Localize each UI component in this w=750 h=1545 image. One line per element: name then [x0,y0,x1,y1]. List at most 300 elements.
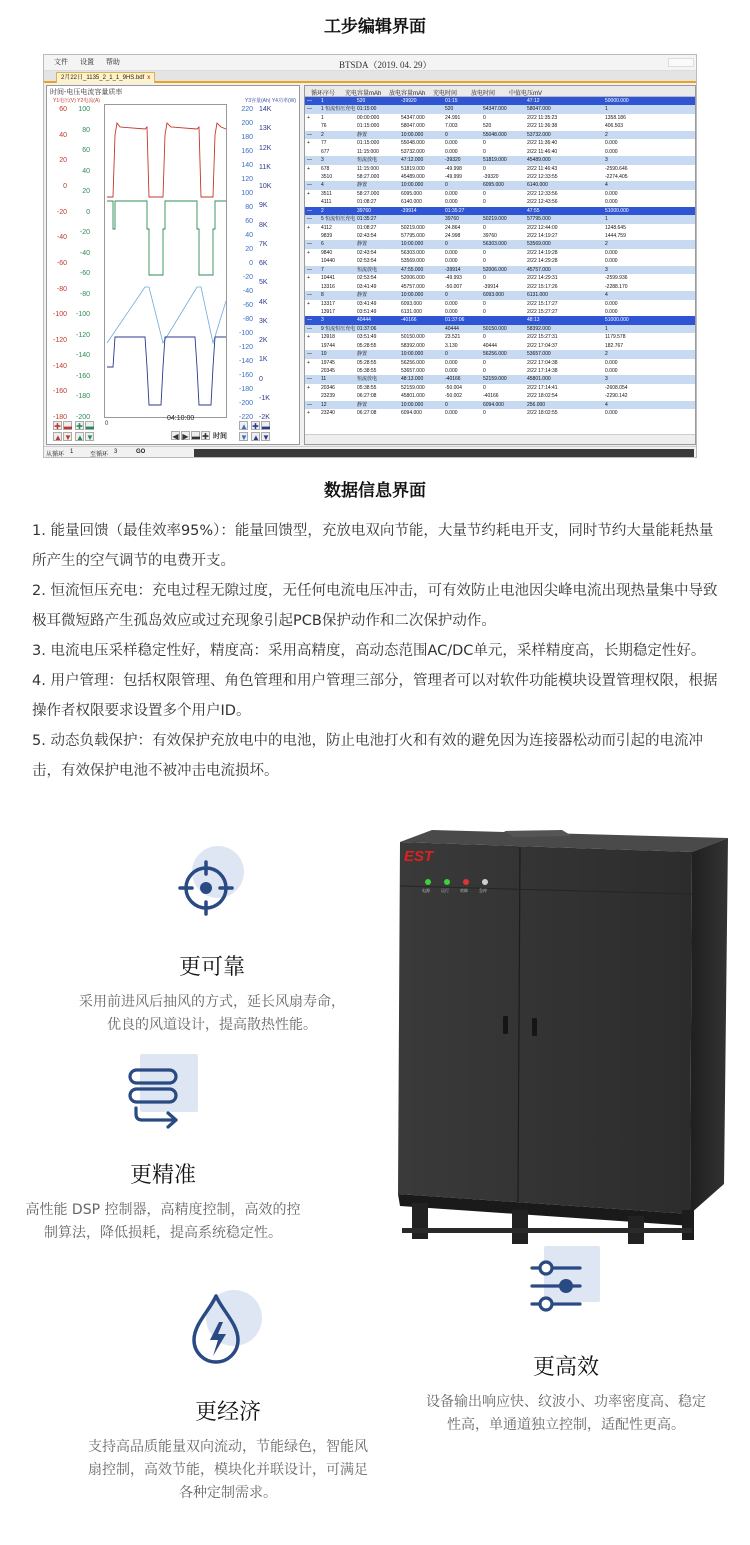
y4-tick: -2K [259,414,270,421]
table-row[interactable] [305,409,696,417]
table-cell: 76 [321,123,327,130]
table-cell: 02:43:54 [357,249,377,256]
col-discharge-time[interactable]: 放电时间 [471,91,496,97]
y3-tick: 200 [241,120,253,127]
table-cell: 05:28:55 [357,359,377,366]
row-expand-toggle[interactable]: — [307,401,312,408]
table-cell: 58392.000 [401,342,425,349]
table-cell: 58:27.000 [357,190,380,197]
col-charge-capacity[interactable]: 充电容量mAh [345,91,382,97]
table-cell: 0.000 [445,249,458,256]
table-cell: 0.000 [445,190,458,197]
y1-tick: 60 [59,106,67,113]
row-expand-toggle[interactable]: — [307,182,312,189]
to-cycle-input[interactable]: 3 [114,449,118,455]
table-cell: 53732.000 [527,131,551,138]
table-cell: 0 [483,308,486,315]
row-expand-toggle[interactable]: + [307,190,310,197]
y4-tick: 1K [259,356,268,364]
indicator-power-label: 电源 [422,888,430,893]
table-cell: 45757.000 [401,283,425,290]
table-cell: 2/22 12:33:55 [527,173,558,180]
step-summary-row[interactable] [305,181,696,189]
step-summary-row[interactable] [305,156,696,164]
indicator-run-label: 运行 [441,888,449,893]
y2-tick: -180 [75,393,90,401]
table-row[interactable] [305,198,696,206]
row-expand-toggle[interactable]: — [307,98,312,104]
table-cell: 0.000 [605,308,618,315]
row-expand-toggle[interactable]: + [307,300,310,307]
table-cell: 01:15:000 [357,140,380,147]
y3-tick: 160 [241,148,253,155]
row-expand-toggle[interactable]: — [307,266,312,273]
step-summary-row[interactable] [305,325,696,333]
table-cell: 6131.000 [527,292,548,299]
table-cell: 520 [445,106,454,113]
table-cell: -39914 [483,283,499,290]
indicator-fault-label: 故障 [460,888,468,893]
sliders-icon [528,1244,604,1324]
col-discharge-capacity[interactable]: 放电容量mAh [389,91,426,97]
y4-tick: 9K [259,202,268,210]
table-cell: 0 [483,359,486,366]
window-controls[interactable] [668,58,694,67]
table-cell: 0.000 [605,368,618,374]
table-cell: 2/22 17:04:37 [527,342,558,349]
table-cell: 57795.000 [401,233,425,239]
tab-close-icon[interactable]: x [147,75,151,81]
y2-zoom-out-icon[interactable]: ▬ [86,422,94,431]
table-row[interactable] [305,342,696,350]
y3-tick: -120 [238,344,253,351]
table-cell: 10:00.000 [401,351,424,358]
table-cell: 2/22 15:27:31 [527,334,558,341]
table-cell: 77 [321,140,327,147]
step-summary-row[interactable] [305,291,696,299]
y2-tick: -20 [79,229,90,237]
table-cell: 2/22 11:46:43 [527,165,558,172]
step-summary-row[interactable] [305,266,696,274]
table-cell: 2/22 15:17:27 [527,300,558,307]
table-cell: 24.991 [445,114,461,121]
y4-tick: 7K [259,240,268,248]
x-zoom-in-icon[interactable]: ✚ [202,432,209,441]
table-cell: 2/22 12:43:56 [527,199,558,206]
table-cell: 11:15:000 [357,148,379,155]
table-row[interactable] [305,359,696,367]
table-cell: 0 [445,292,448,299]
table-cell: 51000.000 [605,207,629,214]
table-cell: 0 [483,384,486,391]
row-expand-toggle[interactable]: + [307,114,310,121]
table-cell: 3 [605,376,608,383]
table-cell: 3 [321,157,324,164]
status-bar [44,446,697,458]
table-cell: 3511 [321,190,332,197]
table-row[interactable] [305,300,696,308]
from-cycle-input[interactable]: 1 [70,449,74,455]
emergency-stop-button [482,879,488,885]
table-horizontal-scrollbar[interactable] [305,434,696,444]
table-row[interactable] [305,165,696,173]
table-row[interactable] [305,257,696,265]
table-cell: 10:00.000 [401,182,424,189]
table-cell: 6140.000 [527,182,548,189]
table-cell: 03:41:49 [357,300,377,307]
step-summary-row[interactable] [305,131,696,139]
y4-up-icon[interactable]: ▲ [252,433,260,442]
table-cell: 9840 [321,249,333,256]
x-axis-start: 0 [105,421,109,427]
step-summary-row[interactable] [305,375,696,383]
table-cell: 13317 [321,300,335,307]
table-cell: 4 [605,401,608,408]
table-cell: 53732.000 [401,148,425,155]
card-precise-desc: 高性能 DSP 控制器，高精度控制，高效的控制算法，降低损耗，提高系统稳定性。 [25,1202,301,1241]
table-cell: 0.000 [605,148,618,155]
row-expand-toggle[interactable]: + [307,410,310,417]
y1-tick: -180 [52,414,67,421]
table-cell: -49.998 [445,165,462,172]
table-cell: 01:35:27 [357,216,377,223]
table-cell: 1 [605,106,608,113]
table-row[interactable] [305,139,696,147]
col-median-voltage[interactable]: 中值电压mV [509,91,543,97]
y3-tick: 220 [241,106,253,113]
table-cell: 52159.000 [401,384,425,391]
table-cell: 0.000 [445,308,458,315]
table-cell: -50.002 [445,393,462,400]
scroll-up-icon[interactable]: ▲ [54,433,62,442]
col-charge-time[interactable]: 充电时间 [433,91,458,97]
table-cell: 3 [321,317,324,324]
y4-down-icon[interactable]: ▼ [262,433,270,442]
x-axis-mid: 04:10:00 [167,415,195,422]
menu-file[interactable]: 文件 [54,59,68,66]
table-cell: 0.000 [445,199,458,206]
y2-zoom-in-icon[interactable]: ✚ [76,422,83,431]
to-cycle-label: 至循环 [90,452,109,458]
table-cell: 0 [445,351,448,358]
y3-up-icon[interactable]: ▲ [240,422,248,431]
card-reliable-desc: 采用前进风后抽风的方式，延长风扇寿命，优良的风道设计，提高散热性能。 [79,994,345,1033]
table-cell: 52006.000 [401,275,425,282]
table-cell: 54347.000 [401,114,425,121]
table-cell: 23240 [321,410,335,417]
table-cell: 静置 [357,351,368,358]
table-cell: 2/22 11:36:40 [527,140,558,147]
table-cell: 10:00.000 [401,131,424,138]
y4-zoom-in-icon[interactable]: ✚ [252,422,259,431]
table-cell: 58047.000 [401,123,425,130]
table-cell: 0 [445,241,448,248]
table-row[interactable] [305,173,696,181]
table-cell: 2/22 14:19:27 [527,233,558,239]
table-cell: 10441 [321,275,335,282]
table-cell: 20345 [321,368,335,374]
table-cell: 56256.000 [483,351,507,358]
table-cell: 50150.000 [483,325,507,332]
table-cell: 06:27:08 [357,393,377,400]
y3-tick: 60 [245,218,253,225]
y1-tick: -120 [52,337,67,344]
y4-tick: 8K [259,221,268,229]
table-row[interactable] [305,148,696,156]
table-cell: 2 [605,351,608,358]
pan-right-icon[interactable]: ▶ [182,432,189,441]
table-cell: 1 恒流恒压充电 [321,106,356,113]
row-expand-toggle[interactable]: — [307,325,312,332]
table-row[interactable] [305,224,696,232]
step-data-table [304,85,696,445]
table-cell: 23239 [321,393,335,400]
row-expand-toggle[interactable]: + [307,334,310,341]
table-cell: 0.000 [445,258,458,265]
table-row[interactable] [305,114,696,122]
table-cell: 0 [483,165,486,172]
table-cell: 677 [321,148,330,155]
table-cell: 1358.186 [605,114,626,121]
table-cell: 02:43:54 [357,233,377,239]
table-cell: 03:51:49 [357,308,377,315]
table-cell: 05:38:55 [357,368,377,374]
scroll-down-icon[interactable]: ▼ [64,433,72,442]
crosshair-icon [176,842,248,924]
table-row[interactable] [305,190,696,198]
table-cell: 678 [321,165,330,172]
table-cell: 3.130 [445,342,458,349]
row-expand-toggle[interactable]: — [307,131,312,138]
plot-area[interactable] [104,104,227,418]
battery-tester-cabinet [392,828,728,1244]
row-expand-toggle[interactable]: + [307,275,310,282]
table-cell: 2/22 15:27:27 [527,308,558,315]
curve-chart-pane [46,85,300,445]
table-cell: 2/22 15:17:26 [527,283,558,290]
table-cell: 47:55 [527,207,540,214]
row-expand-toggle[interactable]: + [307,359,310,366]
table-cell: 5 恒流恒压充电 [321,216,356,223]
y4-tick: 14K [259,106,272,113]
section-title-step-editor: 工步编辑界面 [324,17,426,37]
table-cell: 2/22 17:14:41 [527,384,558,391]
y4-zoom-out-icon[interactable]: ▬ [262,422,270,431]
table-cell: -40166 [401,317,417,324]
table-cell: 2/22 14:19:28 [527,249,558,256]
menu-settings[interactable]: 设置 [79,59,94,66]
table-cell: 7.003 [445,123,458,130]
table-cell: 8 [321,292,324,299]
table-cell: 01:37:06 [357,325,377,332]
y2-tick: -80 [79,290,90,298]
table-cell: 1 [321,98,324,104]
table-cell: 0 [483,249,486,256]
cycle-summary-row[interactable] [305,97,696,105]
pan-left-icon[interactable]: ◀ [172,432,179,441]
table-cell: 2/22 18:02:54 [527,393,558,400]
table-cell: 0.000 [445,148,458,155]
table-cell: 2/22 17:04:38 [527,359,558,366]
row-expand-toggle[interactable]: + [307,249,310,256]
table-cell: -2288.170 [605,283,628,290]
table-cell: 4 [321,182,324,189]
row-expand-toggle[interactable]: — [307,216,312,223]
table-cell: 6093.000 [483,292,504,299]
table-cell: 51819.000 [483,157,507,164]
cycle-summary-row[interactable] [305,207,696,215]
row-expand-toggle[interactable]: + [307,165,310,172]
row-expand-toggle[interactable]: — [307,157,312,164]
table-cell: 55048.000 [401,140,425,147]
col-cycle-index[interactable]: 循环序号 [311,91,336,97]
feature-sampling: 3. 电流电压采样稳定性好，精度高：采用高精度，高动态范围AC/DC单元，采样精度高，长期稳定性好。 [32,643,706,659]
table-cell: -50.007 [445,283,462,290]
y3-tick: -140 [238,358,253,365]
row-expand-toggle[interactable]: — [307,351,312,358]
table-cell: 2/22 18:02:55 [527,410,558,417]
x-zoom-out-icon[interactable]: ▬ [192,432,200,441]
table-row[interactable] [305,333,696,341]
y2-tick: -120 [75,331,90,339]
table-cell: 0 [445,401,448,408]
table-cell: 57795.000 [527,216,551,223]
indicator-power-light [425,879,431,885]
table-cell: 恒流放电 [357,266,378,273]
y2-tick: 40 [82,167,90,175]
row-expand-toggle[interactable]: — [307,106,312,113]
zoom-in-icon[interactable]: ✚ [54,422,61,431]
step-summary-row[interactable] [305,215,696,223]
card-economic-desc: 支持高品质能量双向流动，节能绿色，智能风扇控制，高效节能，模块化并联设计，可满足各种定制需求。 [88,1439,368,1501]
table-row[interactable] [305,249,696,257]
table-row[interactable] [305,392,696,400]
table-cell: -40166 [445,376,461,383]
row-expand-toggle[interactable]: — [307,241,312,248]
section-title-data-info: 数据信息界面 [324,481,426,501]
y2-up-icon[interactable]: ▲ [76,433,84,442]
y2-tick: -100 [75,311,90,319]
table-cell: 0.000 [605,199,618,206]
table-cell: 256.000 [527,401,546,408]
table-cell: 52159.000 [483,376,507,383]
y3-tick: -40 [242,288,253,295]
step-summary-row[interactable] [305,105,696,113]
table-cell: 3 [605,157,608,164]
table-cell: 50000.000 [605,98,629,104]
y3-tick: 20 [245,246,253,253]
curve-svg [105,105,228,419]
table-cell: 2/22 14:29:28 [527,258,558,265]
table-cell: 9839 [321,233,333,239]
table-row[interactable] [305,122,696,130]
server-stack-icon [126,1052,202,1134]
table-row[interactable] [305,283,696,291]
table-cell: 0 [445,182,448,189]
feature-list [32,516,720,786]
table-row[interactable] [305,274,696,282]
row-expand-toggle[interactable]: + [307,140,310,147]
power-curve [107,337,226,405]
table-cell: 58392.000 [527,325,551,332]
y1-tick: -140 [52,362,67,370]
table-cell: 2 [605,241,608,248]
water-drop-lightning-icon [186,1288,266,1372]
table-cell: -39320 [483,173,499,180]
table-cell: 0.000 [445,140,458,147]
table-cell: 0 [483,190,486,197]
table-cell: 01:35:27 [445,207,465,214]
card-efficient-desc: 设备输出响应快、纹波小、功率密度高、稳定性高，单通道独立控制，适配性更高。 [426,1394,706,1433]
current-curve [107,201,226,275]
row-expand-toggle[interactable]: — [307,207,312,214]
file-tab[interactable] [56,72,155,83]
y3-down-icon[interactable]: ▼ [240,433,248,442]
y3-tick: 140 [241,162,253,169]
table-cell: 40444 [483,342,497,349]
y4-tick: 11K [259,163,271,171]
y2-tick: 20 [82,188,90,196]
row-expand-toggle[interactable]: + [307,224,310,231]
y2-down-icon[interactable]: ▼ [86,433,94,442]
menu-help[interactable]: 帮助 [105,59,120,66]
table-cell: 01:08:27 [357,199,377,206]
table-cell: 23.521 [445,334,461,341]
table-row[interactable] [305,308,696,316]
table-cell: 3 [605,266,608,273]
table-header [305,86,696,97]
indicator-fault-light [463,879,469,885]
go-button[interactable]: GO [136,449,146,455]
step-summary-row[interactable] [305,401,696,409]
table-cell: 24.864 [445,224,461,231]
cycle-summary-row[interactable] [305,316,696,324]
feature-energy-feedback: 1. 能量回馈（最佳效率95%）：能量回馈型，充放电双向节能，大量节约耗电开支，同时节约大量能耗热量所产生的空气调节的电费开支。 [32,523,714,569]
y3-tick: -180 [238,386,253,393]
chart-legend-right: Y3容量(Ah) Y4功率(W) [244,98,296,104]
row-expand-toggle[interactable]: — [307,376,312,383]
table-cell: 45801.000 [527,376,551,383]
feature-dynamic-load-protection: 5. 动态负载保护：有效保护充放电中的电池，防止电池打火和有效的避免因为连接器松动而引起的电流冲击，有效保护电池不被冲击电流损坏。 [32,733,703,779]
table-cell: 13316 [321,283,335,290]
table-row[interactable] [305,232,696,240]
zoom-out-icon[interactable]: ▬ [64,422,72,431]
table-row[interactable] [305,367,696,375]
y3-tick: -80 [242,316,253,323]
y1-tick: -160 [52,388,67,396]
table-row[interactable] [305,384,696,392]
row-expand-toggle[interactable]: — [307,292,312,299]
step-summary-row[interactable] [305,350,696,358]
step-summary-row[interactable] [305,240,696,248]
table-cell: 10440 [321,258,335,265]
y2-tick: 0 [86,208,90,216]
status-progress-area [194,449,694,457]
table-cell: 9 恒流恒压充电 [321,325,356,332]
table-cell: 静置 [357,292,368,299]
card-efficient-title: 更高效 [532,1355,599,1380]
row-expand-toggle[interactable]: + [307,384,310,391]
table-cell: 01:15:000 [357,123,380,130]
table-cell: 40444 [357,317,371,324]
y3-tick: -200 [238,400,253,407]
y4-tick: -1K [259,394,270,402]
card-precise-title: 更精准 [129,1163,196,1188]
row-expand-toggle[interactable]: — [307,317,312,324]
table-cell: 58:27.000 [357,173,380,180]
y1-tick: -20 [56,208,67,216]
table-cell: 0 [483,258,486,265]
